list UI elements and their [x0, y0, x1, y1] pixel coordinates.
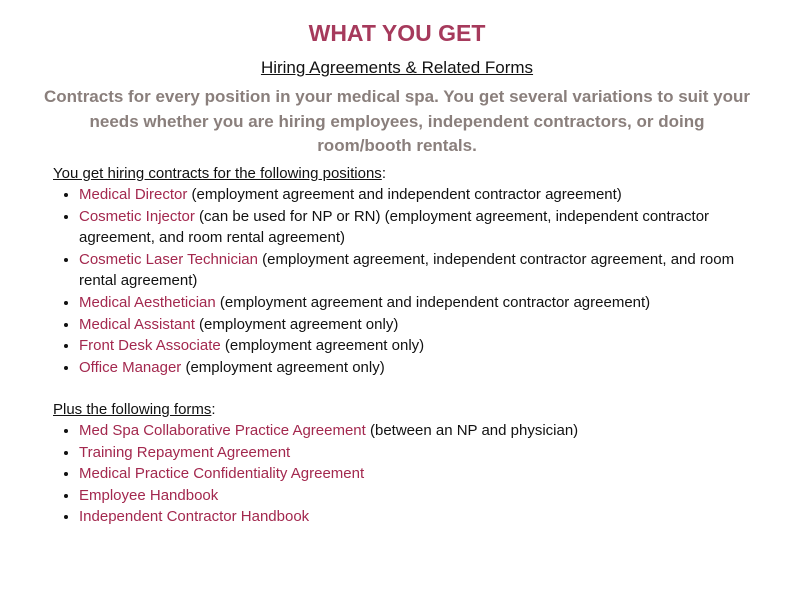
list-item: [79, 335, 749, 357]
item-note: (employment agreement only): [194, 315, 399, 333]
forms-section: [53, 401, 749, 528]
item-name: Medical Aesthetician: [79, 293, 216, 311]
item-note: (employment agreement only): [181, 358, 385, 376]
list-item: [79, 442, 749, 464]
positions-heading: You get hiring contracts for the following positions: [53, 165, 382, 182]
item-name: Medical Director: [79, 186, 188, 203]
page-title: WHAT YOU GET: [308, 20, 486, 46]
forms-list: [53, 420, 749, 528]
item-name: Cosmetic Injector: [79, 207, 195, 225]
item-note: (between an NP and physician): [365, 422, 579, 439]
subtitle: Hiring Agreements & Related Forms: [260, 58, 534, 77]
list-item: [79, 184, 749, 206]
intro-text: Contracts for every position in your medical spa. You get several variations to suit your needs whether you are hiring employees, independent contractors, or doing room/booth rentals.: [43, 87, 750, 155]
colon: :: [211, 401, 216, 418]
item-name: Office Manager: [79, 358, 182, 376]
item-name: Employee Handbook: [79, 486, 219, 504]
positions-section: [53, 165, 749, 378]
item-name: Independent Contractor Handbook: [79, 508, 310, 526]
list-item: [79, 463, 749, 485]
item-name: Training Repayment Agreement: [79, 443, 291, 461]
list-item: [79, 485, 749, 507]
item-name: Medical Assistant: [79, 315, 195, 333]
list-item: [79, 249, 749, 292]
item-note: (employment agreement and independent contractor agreement): [187, 186, 622, 203]
list-item: [79, 314, 749, 336]
list-item: [79, 357, 749, 379]
list-item: [79, 206, 749, 249]
forms-heading: Plus the following forms: [53, 401, 212, 418]
item-name: Med Spa Collaborative Practice Agreement: [79, 422, 366, 439]
item-name: Medical Practice Confidentiality Agreement: [79, 465, 365, 483]
item-note: (employment agreement and independent contractor agreement): [215, 293, 651, 311]
list-item: [79, 292, 749, 314]
list-item: [79, 420, 749, 442]
item-note: (can be used for NP or RN) (employment agreement, independent contractor agreement, and room rental agreement): [79, 207, 710, 247]
item-name: Cosmetic Laser Technician: [79, 250, 258, 268]
item-note: (employment agreement only): [220, 337, 425, 355]
list-item: [79, 506, 749, 528]
item-note: (employment agreement, independent contractor agreement, and room rental agreement): [79, 250, 735, 290]
colon: :: [381, 165, 386, 182]
item-name: Front Desk Associate: [79, 337, 221, 355]
positions-list: [53, 184, 749, 378]
